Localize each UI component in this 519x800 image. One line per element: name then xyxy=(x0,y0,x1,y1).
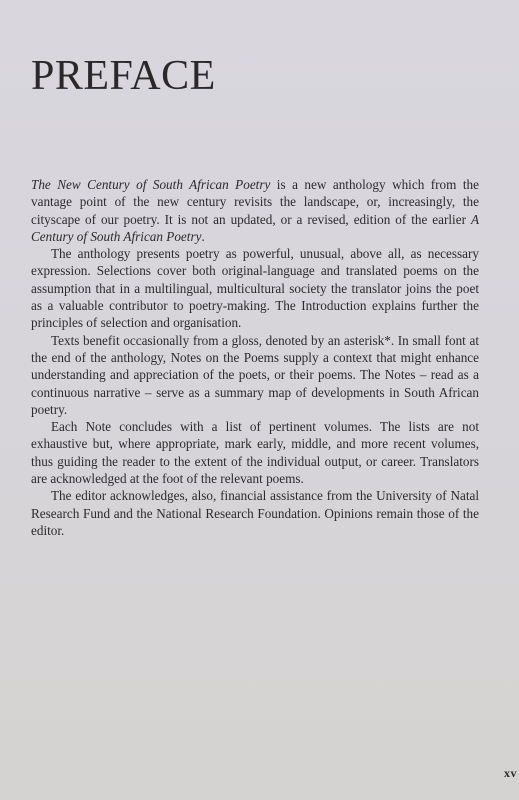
paragraph-5: The editor acknowledges, also, financial assistance from the University of Natal Research Fund and the National Research Foundation. Opinions remain those of the editor. xyxy=(31,488,479,538)
page-number: xv xyxy=(504,766,517,780)
paragraph-2: The anthology presents poetry as powerful, unusual, above all, as necessary expression. Selections cover both original-language and translated poems on the assumption that in a multilingual, multicultural society the translator joins the poet as a valuable contributor to poetry-making. The Introduction explains further the principles of selection and organisation. xyxy=(31,246,479,331)
anthology-title: The New Century of South African Poetry xyxy=(31,177,271,192)
earlier-anthology-title: A Century of South African Poetry xyxy=(31,211,479,244)
paragraph-3: Texts benefit occasionally from a gloss, denoted by an asterisk*. In small font at the end of the anthology, Notes on the Poems supply a context that might enhance understanding and appreciation of the poets, or their poems. The Notes – read as a continuous narrative – serve as a summary map of developments in South African poetry. xyxy=(31,332,479,417)
preface-body xyxy=(31,176,479,539)
paragraph-1-text-b: . xyxy=(201,228,205,244)
paragraph-1-text-a: is a new anthology which from the vantage point of the new century revisits the landscape, or, increasingly, the cityscape of our poetry. It is not an updated, or a revised, edition of the earlier xyxy=(31,177,479,227)
paragraph-1 xyxy=(31,176,479,245)
page-heading: PREFACE xyxy=(31,53,216,99)
paragraph-4: Each Note concludes with a list of pertinent volumes. The lists are not exhaustive but, where appropriate, mark early, middle, and more recent volumes, thus guiding the reader to the extent of the individual output, or career. Translators are acknowledged at the foot of the relevant poems. xyxy=(31,419,479,487)
